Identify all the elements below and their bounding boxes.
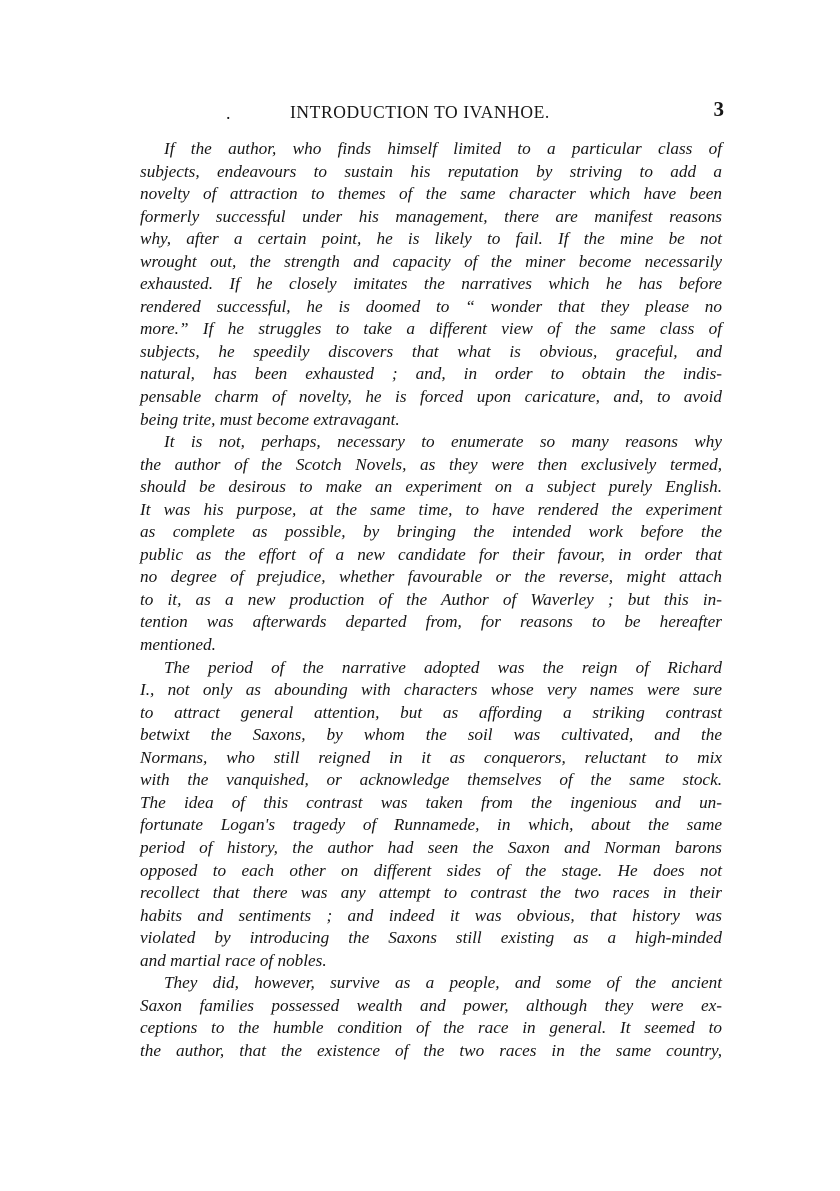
text-line: They did, however, survive as a people, and some of the ancient <box>164 973 722 993</box>
text-line: betwixt the Saxons, by whom the soil was cultivated, and the <box>140 725 722 745</box>
paragraph <box>140 431 722 656</box>
text-line: It is not, perhaps, necessary to enumerate so many reasons why <box>164 432 722 452</box>
running-title: INTRODUCTION TO IVANHOE. <box>290 102 550 122</box>
paragraph <box>140 972 722 1062</box>
text-line: public as the effort of a new candidate for their favour, in order that <box>140 544 722 564</box>
text-line: novelty of attraction to themes of the same character which have been <box>140 184 722 204</box>
text-line: period of history, the author had seen the Saxon and Norman barons <box>140 837 722 857</box>
text-line: habits and sentiments ; and indeed it was obvious, that history was <box>140 905 722 925</box>
text-line: mentioned. <box>140 635 216 655</box>
text-line: to it, as a new production of the Author of Waverley ; but this in- <box>140 589 722 609</box>
text-line: It was his purpose, at the same time, to have rendered the experiment <box>140 499 722 519</box>
text-line: exhausted. If he closely imitates the narratives which he has before <box>140 274 722 294</box>
text-line: Saxon families possessed wealth and power, although they were ex- <box>140 995 722 1015</box>
text-line: to attract general attention, but as affording a striking contrast <box>140 702 722 722</box>
text-line: tention was afterwards departed from, for reasons to be hereafter <box>140 612 722 632</box>
body-text <box>140 138 722 1062</box>
text-line: I., not only as abounding with characters whose very names were sure <box>140 680 722 700</box>
page-number: 3 <box>713 97 724 121</box>
text-line: formerly successful under his management, there are manifest reasons <box>140 206 722 226</box>
text-line: If the author, who finds himself limited to a particular class of <box>164 139 722 158</box>
text-line: why, after a certain point, he is likely to fail. If the mine be not <box>140 229 722 249</box>
text-line: ceptions to the humble condition of the race in general. It seemed to <box>140 1018 722 1038</box>
text-line: Normans, who still reigned in it as conquerors, reluctant to mix <box>140 747 722 767</box>
text-line: natural, has been exhausted ; and, in order to obtain the indis- <box>140 364 722 384</box>
text-line: subjects, endeavours to sustain his reputation by striving to add a <box>140 161 722 181</box>
running-header <box>140 96 722 126</box>
text-line: fortunate Logan's tragedy of Runnamede, in which, about the same <box>140 815 722 835</box>
text-line: wrought out, the strength and capacity of the miner become necessarily <box>140 251 722 271</box>
header-mark: . <box>226 103 231 123</box>
text-line: subjects, he speedily discovers that what is obvious, graceful, and <box>140 341 722 361</box>
text-line: The period of the narrative adopted was the reign of Richard <box>164 657 722 677</box>
paragraph <box>140 657 722 973</box>
text-line: pensable charm of novelty, he is forced upon caricature, and, to avoid <box>140 387 722 407</box>
text-line: being trite, must become extravagant. <box>140 409 400 429</box>
text-line: as complete as possible, by bringing the intended work before the <box>140 522 722 542</box>
text-line: and martial race of nobles. <box>140 950 327 970</box>
text-line: should be desirous to make an experiment on a subject purely English. <box>140 477 722 497</box>
paragraph <box>140 138 722 431</box>
book-page <box>140 96 722 1062</box>
text-line: opposed to each other on different sides of the stage. He does not <box>140 860 722 880</box>
text-line: The idea of this contrast was taken from the ingenious and un- <box>140 792 722 812</box>
text-line: the author, that the existence of the two races in the same country, <box>140 1040 722 1060</box>
text-line: more.” If he struggles to take a different view of the same class of <box>140 319 722 339</box>
text-line: violated by introducing the Saxons still existing as a high-minded <box>140 928 722 948</box>
text-line: the author of the Scotch Novels, as they were then exclusively termed, <box>140 454 722 474</box>
text-line: no degree of prejudice, whether favourable or the reverse, might attach <box>140 567 722 587</box>
text-line: rendered successful, he is doomed to “ wonder that they please no <box>140 296 722 316</box>
text-line: with the vanquished, or acknowledge themselves of the same stock. <box>140 770 722 790</box>
text-line: recollect that there was any attempt to contrast the two races in their <box>140 883 722 903</box>
